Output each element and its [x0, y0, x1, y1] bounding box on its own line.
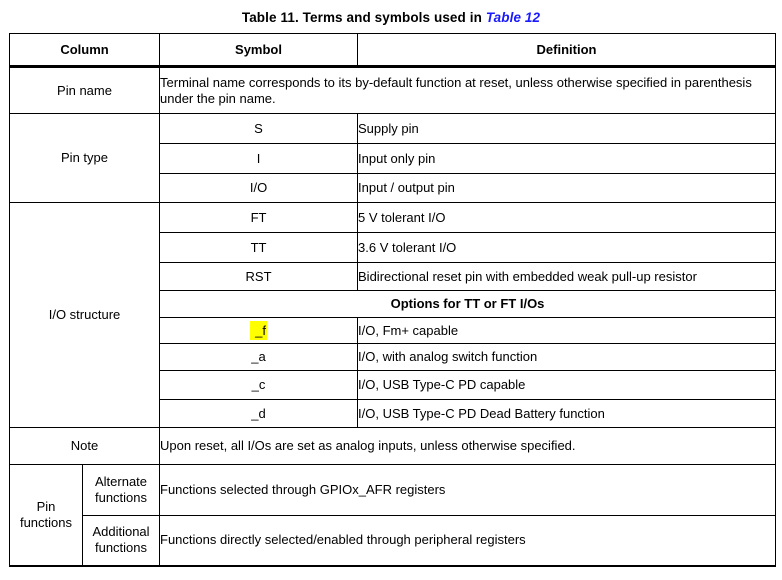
table-12-link[interactable]: Table 12: [485, 10, 541, 25]
search-highlight: _f: [250, 321, 267, 340]
additional-functions-definition: Functions directly selected/enabled through peripheral registers: [160, 516, 776, 566]
symbol-a: _a: [160, 344, 358, 371]
io-structure-label: I/O structure: [10, 203, 160, 428]
row-ft: [10, 203, 776, 233]
definition-f: I/O, Fm+ capable: [358, 318, 776, 344]
alternate-functions-definition: Functions selected through GPIOx_AFR registers: [160, 465, 776, 516]
symbol-f: [160, 318, 358, 344]
definition-input-output-pin: Input / output pin: [358, 174, 776, 203]
pin-type-label: Pin type: [10, 114, 160, 203]
additional-functions-label: Additional functions: [83, 516, 160, 566]
options-header: Options for TT or FT I/Os: [160, 291, 776, 318]
row-pin-name: [10, 67, 776, 114]
header-definition: Definition: [358, 34, 776, 67]
symbol-io: I/O: [160, 174, 358, 203]
header-symbol: Symbol: [160, 34, 358, 67]
row-note: [10, 428, 776, 465]
alternate-functions-label: Alternate functions: [83, 465, 160, 516]
symbol-ft: FT: [160, 203, 358, 233]
pin-functions-label: Pin functions: [10, 465, 83, 566]
symbol-i: I: [160, 144, 358, 174]
note-definition: Upon reset, all I/Os are set as analog inputs, unless otherwise specified.: [160, 428, 776, 465]
definition-input-only-pin: Input only pin: [358, 144, 776, 174]
symbol-rst: RST: [160, 263, 358, 291]
pin-name-definition: Terminal name corresponds to its by-default function at reset, unless otherwise specified in parenthesis under the pin name.: [160, 67, 776, 114]
table-title-text: Table 11. Terms and symbols used in: [241, 10, 482, 25]
symbol-tt: TT: [160, 233, 358, 263]
row-alternate-functions: [10, 465, 776, 516]
definition-supply-pin: Supply pin: [358, 114, 776, 144]
definition-a: I/O, with analog switch function: [358, 344, 776, 371]
symbol-d: _d: [160, 400, 358, 428]
row-supply-pin: [10, 114, 776, 144]
symbol-c: _c: [160, 371, 358, 400]
pin-name-label: Pin name: [10, 67, 160, 114]
header-column: Column: [10, 34, 160, 67]
definition-d: I/O, USB Type-C PD Dead Battery function: [358, 400, 776, 428]
note-label: Note: [10, 428, 160, 465]
symbol-s: S: [160, 114, 358, 144]
table-title: [0, 10, 782, 25]
definition-c: I/O, USB Type-C PD capable: [358, 371, 776, 400]
row-additional-functions: [10, 516, 776, 566]
definition-tt: 3.6 V tolerant I/O: [358, 233, 776, 263]
terms-symbols-table: [9, 33, 776, 567]
definition-ft: 5 V tolerant I/O: [358, 203, 776, 233]
header-row: [10, 34, 776, 67]
definition-rst: Bidirectional reset pin with embedded weak pull-up resistor: [358, 263, 776, 291]
